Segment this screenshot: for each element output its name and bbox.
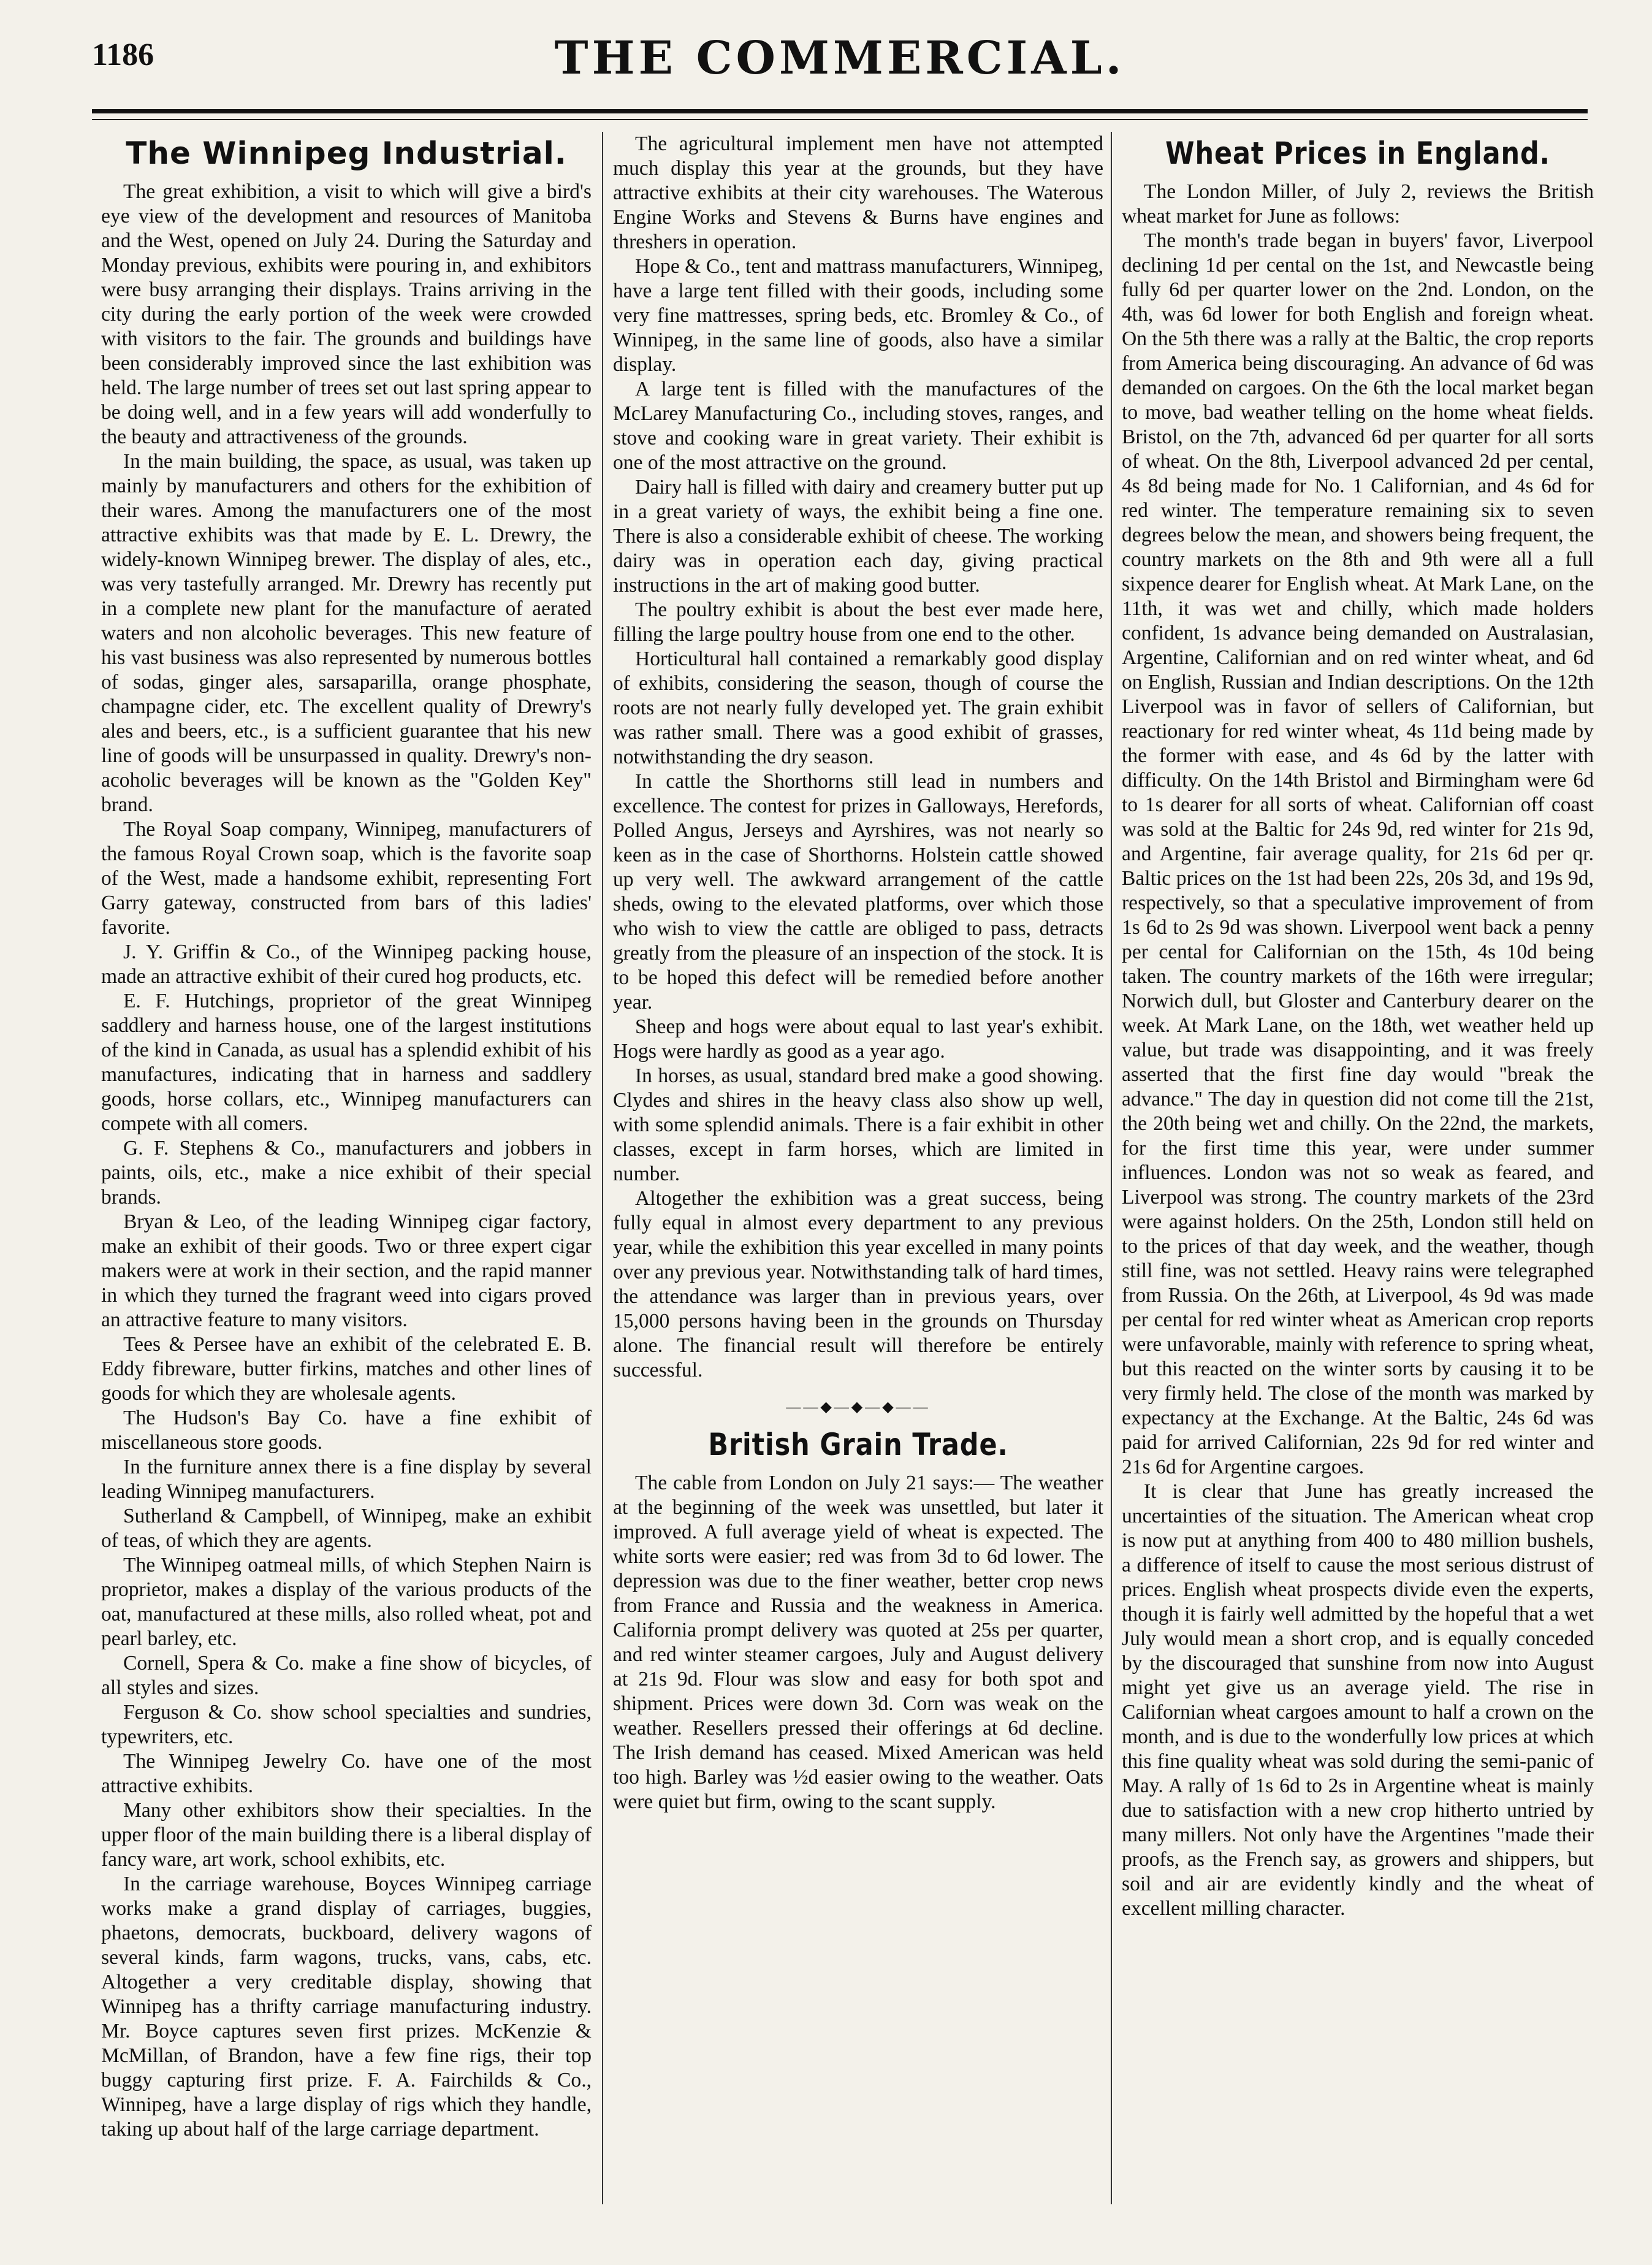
article-paragraph: In horses, as usual, standard bred make a good showing. Clydes and shires in the heavy class also show up well, with some splendid animals. There is a fair exhibit in other classes, except in farm horses, which are limited in number. (613, 1064, 1103, 1185)
article-paragraph: Many other exhibitors show their specialties. In the upper floor of the main building there is a liberal display of fancy ware, art work, school exhibits, etc. (101, 1799, 592, 1871)
article-paragraph: Ferguson & Co. show school specialties and sundries, typewriters, etc. (101, 1701, 592, 1748)
article-paragraph: It is clear that June has greatly increased the uncertainties of the situation. The American wheat crop is now put at anything from 400 to 480 million bushels, a difference of itself to cause the most serious distrust of prices. English wheat prospects divide even the experts, though it is fairly well admitted by the hopeful that a wet July would mean a short crop, and is equally conceded by the discouraged that sunshine from now into August might yet give us an average yield. The rise in Californian wheat cargoes amount to half a crown on the month, and is due to the wonderfully low prices at which this fine quality wheat was sold during the semi-panic of May. A rally of 1s 6d to 2s in Argentine wheat is mainly due to satisfaction with a new crop hitherto untried by many millers. Not only have the Argentines "made their proofs, as the French say, as growers and shippers, but soil and air are evidently kindly and the wheat of excellent milling character. (1122, 1480, 1594, 1920)
column-3 (1122, 132, 1594, 2217)
article-paragraph: In cattle the Shorthorns still lead in numbers and excellence. The contest for prizes in Galloways, Herefords, Polled Angus, Jerseys and Ayrshires, was not nearly so keen as in the case of Shorthorns. Holstein cattle showed up very well. The awkward arrangement of the cattle sheds, owing to the elevated platforms, over which those who wish to view the cattle are obliged to pass, detracts greatly from the pleasure of an inspection of the stock. It is to be hoped this defect will be remedied before another year. (613, 770, 1103, 1014)
article-paragraph: Sheep and hogs were about equal to last year's exhibit. Hogs were hardly as good as a year ago. (613, 1015, 1103, 1063)
article-headline-wheat-prices: Wheat Prices in England. (1165, 136, 1550, 171)
masthead-rule-thin (92, 119, 1588, 120)
article-paragraph: The Winnipeg Jewelry Co. have one of the most attractive exhibits. (101, 1750, 592, 1797)
article-paragraph: Bryan & Leo, of the leading Winnipeg cigar factory, make an exhibit of their goods. Two or three expert cigar makers were at work in their section, and the rapid manner in which they turned the fragrant weed into cigars proved an attractive feature to many visitors. (101, 1210, 592, 1331)
article-paragraph: Tees & Persee have an exhibit of the celebrated E. B. Eddy fibreware, butter firkins, matches and other lines of goods for which they are wholesale agents. (101, 1333, 592, 1405)
article-paragraph: Sutherland & Campbell, of Winnipeg, make an exhibit of teas, of which they are agents. (101, 1505, 592, 1552)
article-paragraph: The cable from London on July 21 says:— The weather at the beginning of the week was unsettled, but later it improved. A full average yield of wheat is expected. The white sorts were easier; red was from 3d to 6d lower. The depression was due to the finer weather, better crop news from France and Russia and the weakness in America. California prompt delivery was quoted at 25s per quarter, and red winter steamer cargoes, July and August delivery at 21s 9d. Flour was slow and easy for both spot and shipment. Prices were down 3d. Corn was weak on the weather. Resellers pressed their offerings at 6d decline. The Irish demand has ceased. Mixed American was held too high. Barley was ½d easier owing to the weather. Oats were quiet but firm, owing to the scant supply. (613, 1472, 1103, 1813)
article-paragraph: A large tent is filled with the manufactures of the McLarey Manufacturing Co., including stoves, ranges, and stove and cooking ware in great variety. Their exhibit is one of the most attractive on the ground. (613, 378, 1103, 474)
article-paragraph: The London Miller, of July 2, reviews the British wheat market for June as follows: (1122, 180, 1594, 227)
article-paragraph: The Hudson's Bay Co. have a fine exhibit of miscellaneous store goods. (101, 1407, 592, 1454)
article-paragraph: G. F. Stephens & Co., manufacturers and jobbers in paints, oils, etc., make a nice exhibit of their special brands. (101, 1137, 592, 1209)
article-paragraph: In the furniture annex there is a fine display by several leading Winnipeg manufacturers. (101, 1456, 592, 1503)
article-paragraph: The Winnipeg oatmeal mills, of which Stephen Nairn is proprietor, makes a display of the various products of the oat, manufactured at these mills, also rolled wheat, pot and pearl barley, etc. (101, 1554, 592, 1650)
column-1 (101, 132, 592, 2217)
article-paragraph: In the main building, the space, as usual, was taken up mainly by manufacturers and others for the exhibition of their wares. Among the manufacturers one of the most attractive exhibits was that made by E. L. Drewry, the widely-known Winnipeg brewer. The display of ales, etc., was very tastefully arranged. Mr. Drewry has recently put in a complete new plant for the manufacture of aerated waters and non alcoholic beverages. This new feature of his vast business was also represented by numerous bottles of sodas, ginger ales, sarsaparilla, orange phosphate, champagne cider, etc. The excellent quality of Drewry's ales and beers, etc., is a sufficient guarantee that his new line of goods will be unsurpassed in quality. Drewry's non-acoholic beverages will be known as the "Golden Key" brand. (101, 450, 592, 816)
article-paragraph: J. Y. Griffin & Co., of the Winnipeg packing house, made an attractive exhibit of their cured hog products, etc. (101, 941, 592, 988)
page-number: 1186 (92, 37, 154, 72)
article-paragraph: The great exhibition, a visit to which will give a bird's eye view of the development and resources of Manitoba and the West, opened on July 24. During the Saturday and Monday previous, exhibits were pouring in, and exhibitors were busy arranging their displays. Trains arriving in the city during the early portion of the week were crowded with visitors to the fair. The grounds and buildings have been considerably improved since the last exhibition was held. The large number of trees set out last spring appear to be doing well, and in a few years will add wonderfully to the beauty and attractiveness of the grounds. (101, 180, 592, 448)
masthead-rule-thick (92, 109, 1588, 113)
column-divider (602, 132, 603, 2204)
section-ornament: ——◆—◆—◆—— (786, 1399, 931, 1415)
article-paragraph: Cornell, Spera & Co. make a fine show of bicycles, of all styles and sizes. (101, 1652, 592, 1699)
masthead (92, 32, 1588, 110)
article-paragraph: The month's trade began in buyers' favor, Liverpool declining 1d per cental on the 1st, and Newcastle being fully 6d per quarter lower on the 2nd. London, on the 4th, was 6d lower for both English and foreign wheat. On the 5th there was a rally at the Baltic, the crop reports from America being discouraging. An advance of 6d was demanded on cargoes. On the 6th the local market began to move, bad weather telling on the home wheat fields. Bristol, on the 7th, advanced 6d per quarter for all sorts of wheat. On the 8th, Liverpool advanced 2d per cental, 4s 8d being made for No. 1 Californian, and 4s 6d for red winter. The temperature remaining six to seven degrees below the mean, and showers being frequent, the country markets on the 8th and 9th were all a full sixpence dearer for English wheat. At Mark Lane, on the 11th, it was wet and chilly, which made holders confident, 1s advance being demanded on Australasian, Argentine, Californian and on red winter wheat, and 6d on English, Russian and Indian descriptions. On the 12th Liverpool was in favor of sellers of Californian, but reactionary for red winter wheat, 4s 11d being made by the former with ease, and 4s 6d by the latter with difficulty. On the 14th Bristol and Birmingham were 6d to 1s dearer for all sorts of wheat. Californian off coast was sold at the Baltic for 24s 9d, red winter for 21s 9d, and Argentine, fair average quality, for 21s 6d per qr. Baltic prices on the 1st had been 22s, 20s 3d, and 19s 9d, respectively, so that a speculative improvement of from 1s 6d to 2s 9d was shown. Liverpool went back a penny per cental for Californian on the 15th, 4s 10d being taken. The country markets of the 16th were irregular; Norwich dull, but Gloster and Canterbury dearer on the week. At Mark Lane, on the 18th, wet weather held up value, but trade was disappointing, and it was freely asserted that the first fine day would "break the advance." The day in question did not come till the 21st, the 20th being wet and chilly. On the 22nd, the markets, for the first time this year, were under summer influences. London was not so weak as feared, and Liverpool was strong. The country markets of the 23rd were against holders. On the 25th, London still held on to the prices of that day week, and the weather, though still fine, was not settled. Heavy rains were telegraphed from Russia. On the 26th, at Liverpool, 4s 9d was made per cental for red winter wheat as American crop reports were unfavorable, mainly with reference to spring wheat, but this reacted on the winter sorts by causing it to be very firmly held. The close of the month was marked by expectancy at the Exchange. At the Baltic, 24s 6d was paid for arrived Californian, 22s 9d for red winter and 21s 6d for Argentine cargoes. (1122, 229, 1594, 1478)
article-paragraph: Horticultural hall contained a remarkably good display of exhibits, considering the season, though of course the roots are not nearly fully developed yet. The grain exhibit was rather small. There was a good exhibit of grasses, notwithstanding the dry season. (613, 647, 1103, 768)
article-paragraph: The Royal Soap company, Winnipeg, manufacturers of the famous Royal Crown soap, which is the favorite soap of the West, made a handsome exhibit, representing Fort Garry gateway, constructed from bars of this ladies' favorite. (101, 818, 592, 939)
newspaper-title: THE COMMERCIAL. (554, 32, 1125, 85)
column-divider (1111, 132, 1112, 2204)
column-2 (613, 132, 1103, 2217)
article-paragraph: E. F. Hutchings, proprietor of the great Winnipeg saddlery and harness house, one of the largest institutions of the kind in Canada, as usual has a splendid exhibit of his manufactures, indicating that in harness and saddlery goods, horse collars, etc., Winnipeg manufacturers can compete with all comers. (101, 990, 592, 1135)
article-paragraph: Dairy hall is filled with dairy and creamery butter put up in a great variety of ways, the exhibit being a fine one. There is also a considerable exhibit of cheese. The working dairy was in operation each day, giving practical instructions in the art of making good butter. (613, 476, 1103, 597)
article-paragraph: Altogether the exhibition was a great success, being fully equal in almost every department to any previous year, while the exhibition this year excelled in many points over any previous year. Notwithstanding talk of hard times, the attendance was larger than in previous years, over 15,000 persons having been in the grounds on Thursday alone. The financial result will therefore be entirely successful. (613, 1187, 1103, 1381)
article-paragraph: The agricultural implement men have not attempted much display this year at the grounds, but they have attractive exhibits at their city warehouses. The Waterous Engine Works and Stevens & Burns have engines and threshers in operation. (613, 132, 1103, 253)
article-paragraph: In the carriage warehouse, Boyces Winnipeg carriage works make a grand display of carriages, buggies, phaetons, democrats, buckboard, delivery wagons of several kinds, farm wagons, trucks, vans, cabs, etc. Altogether a very creditable display, showing that Winnipeg has a thrifty carriage manufacturing industry. Mr. Boyce captures seven first prizes. McKenzie & McMillan, of Brandon, have a few fine rigs, their top buggy capturing first prize. F. A. Fairchilds & Co., Winnipeg, have a large display of rigs which they handle, taking up about half of the large carriage department. (101, 1873, 592, 2141)
article-headline-winnipeg-industrial: The Winnipeg Industrial. (126, 136, 567, 171)
article-paragraph: The poultry exhibit is about the best ever made here, filling the large poultry house from one end to the other. (613, 598, 1103, 646)
article-headline-british-grain-trade: British Grain Trade. (708, 1427, 1008, 1462)
article-paragraph: Hope & Co., tent and mattrass manufacturers, Winnipeg, have a large tent filled with their goods, including some very fine mattresses, spring beds, etc. Bromley & Co., of Winnipeg, in the same line of goods, also have a similar display. (613, 255, 1103, 376)
